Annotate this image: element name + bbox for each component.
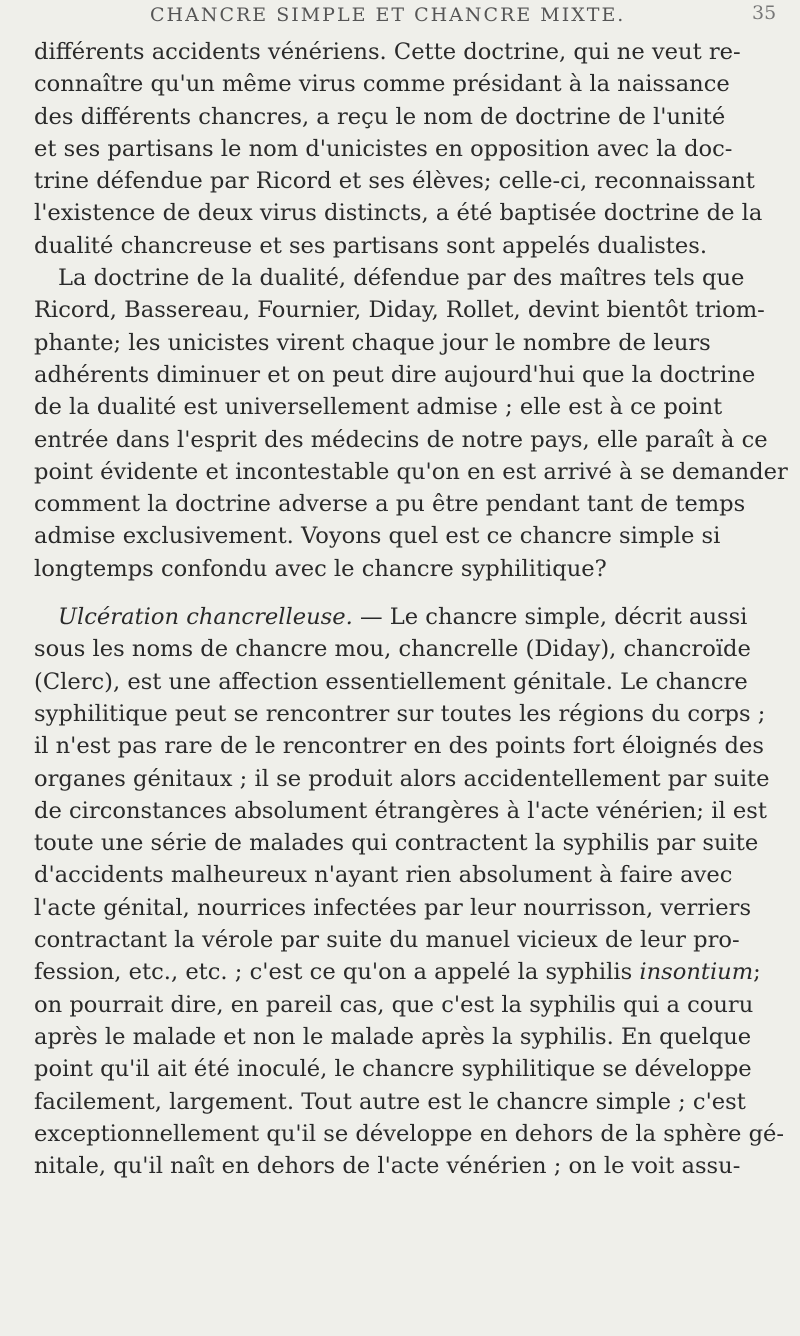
text-line: nitale, qu'il naît en dehors de l'acte vénérien ; on le voit assu- [34,1153,741,1180]
text-line: point qu'il ait été inoculé, le chancre syphilitique se développe [34,1056,752,1083]
body-text [34,36,788,1182]
italic-term: insontium [639,959,754,986]
text-line [34,601,788,633]
text-line: différents accidents vénériens. Cette doctrine, qui ne veut re- [34,39,741,65]
text-line: trine défendue par Ricord et ses élèves; celle-ci, reconnaissant [34,168,755,195]
text-line: et ses partisans le nom d'unicistes en opposition avec la doc- [34,135,733,162]
text-line: il n'est pas rare de le rencontrer en des points fort éloignés des [34,733,764,760]
text-line [34,956,788,988]
text-line: exceptionnellement qu'il se développe en dehors de la sphère gé- [34,1120,785,1147]
text-line: comment la doctrine adverse a pu être pendant tant de temps [34,491,746,518]
text-line: de la dualité est universellement admise ; elle est à ce point [34,394,723,421]
text-line: sous les noms de chancre mou, chancrelle (Diday), chancroïde [34,636,751,663]
text-line: adhérents diminuer et on peut dire aujourd'hui que la doctrine [34,361,756,388]
text-line: on pourrait dire, en pareil cas, que c'est la syphilis qui a couru [34,991,754,1018]
text-line: l'existence de deux virus distincts, a été baptisée doctrine de la [34,200,763,227]
text-line: organes génitaux ; il se produit alors accidentellement par suite [34,765,770,792]
text-line: (Clerc), est une affection essentiellement génitale. Le chancre [34,668,748,695]
text-run: ; [753,959,761,986]
text-line: d'accidents malheureux n'ayant rien absolument à faire avec [34,862,733,889]
text-line: admise exclusivement. Voyons quel est ce chancre simple si [34,523,721,550]
text-line: phante; les unicistes virent chaque jour le nombre de leurs [34,329,711,356]
page-number: 35 [752,2,777,24]
text-line: entrée dans l'esprit des médecins de notre pays, elle paraît à ce [34,426,768,453]
text-line: toute une série de malades qui contractent la syphilis par suite [34,830,759,857]
text-line: Ricord, Bassereau, Fournier, Diday, Rollet, devint bientôt triom- [34,297,765,324]
text-line: facilement, largement. Tout autre est le chancre simple ; c'est [34,1088,746,1115]
text-line: point évidente et incontestable qu'on en est arrivé à se demander [34,458,788,485]
text-run: fession, etc., etc. ; c'est ce qu'on a appelé la syphilis [34,959,640,986]
text-line: connaître qu'un même virus comme présidant à la naissance [34,71,730,98]
section-gap [34,585,788,601]
text-line: syphilitique peut se rencontrer sur toutes les régions du corps ; [34,700,766,727]
section-title: Ulcération chancrelleuse. [58,604,353,631]
text-line: La doctrine de la dualité, défendue par des maîtres tels que [58,265,745,292]
section-lead: — Le chancre simple, décrit aussi [352,604,748,631]
text-line: dualité chancreuse et ses partisans sont appelés dualistes. [34,232,708,259]
text-line: de circonstances absolument étrangères à l'acte vénérien; il est [34,797,767,824]
text-line: après le malade et non le malade après la syphilis. En quelque [34,1023,752,1050]
text-line: longtemps confondu avec le chancre syphilitique? [34,555,607,582]
text-line: des différents chancres, a reçu le nom de doctrine de l'unité [34,103,726,130]
running-head: CHANCRE SIMPLE ET CHANCRE MIXTE. [150,4,626,26]
text-line: contractant la vérole par suite du manuel vicieux de leur pro- [34,927,740,954]
text-line: l'acte génital, nourrices infectées par leur nourrisson, verriers [34,894,752,921]
